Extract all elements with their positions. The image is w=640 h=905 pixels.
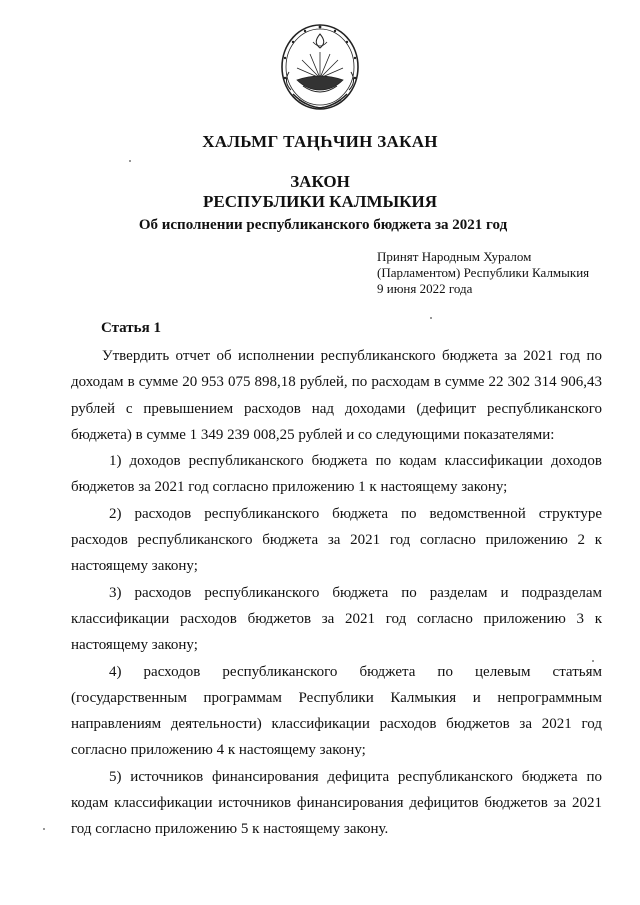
- scan-speck: [43, 828, 45, 830]
- article-item-1: 1) доходов республиканского бюджета по кодам классификации доходов бюджетов за 2021 год согласно приложению 1 к настоящему закону;: [71, 453, 602, 496]
- article-intro: Утвердить отчет об исполнении республиканского бюджета за 2021 год по доходам в сумме 20 953 075 898,18 рублей, по расходам в сумме 22 302 314 906,43 рублей с превышением расходов над доходами (дефицит республиканского бюджета) в сумме 1 349 239 008,25 рублей и со следующими показателями:: [71, 348, 602, 443]
- republic-of-kalmykia-emblem-icon: [275, 20, 365, 115]
- scan-speck: [592, 660, 594, 662]
- law-subject: Об исполнении республиканского бюджета за 2021 год: [138, 217, 508, 233]
- scan-speck: [129, 160, 131, 162]
- kalmyk-law-title: ХАЛЬМГ ТАҢҺЧИН ЗАКАН: [202, 132, 438, 151]
- adoption-date: 9 июня 2022 года: [377, 281, 473, 296]
- article-item-5: 5) источников финансирования дефицита республиканского бюджета по кодам классификации источников финансирования дефицитов бюджетов за 2021 год согласно приложению 5 к настоящему закону.: [71, 768, 602, 838]
- article-heading: Статья 1: [101, 320, 161, 336]
- adoption-line-2: (Парламентом) Республики Калмыкия: [377, 265, 590, 280]
- scan-speck: [430, 317, 432, 319]
- adoption-line-1: Принят Народным Хуралом: [377, 249, 532, 264]
- article-item-2: 2) расходов республиканского бюджета по ведомственной структуре расходов республиканского бюджета за 2021 год согласно приложению 2 к настоящему закону;: [71, 505, 602, 575]
- article-item-4: 4) расходов республиканского бюджета по целевым статьям (государственным программам Республики Калмыкия и непрограммным направлениям деятельности) классификации расходов бюджетов за 2021 год согласно приложению 4 к настоящему закону;: [71, 663, 602, 759]
- adoption-note: [377, 249, 617, 297]
- article-body: [71, 343, 602, 843]
- law-label: ЗАКОН: [290, 172, 350, 191]
- republic-name: РЕСПУБЛИКИ КАЛМЫКИЯ: [202, 192, 438, 211]
- article-item-3: 3) расходов республиканского бюджета по разделам и подразделам классификации расходов бюджетов за 2021 год согласно приложению 3 к настоящему закону;: [71, 584, 602, 654]
